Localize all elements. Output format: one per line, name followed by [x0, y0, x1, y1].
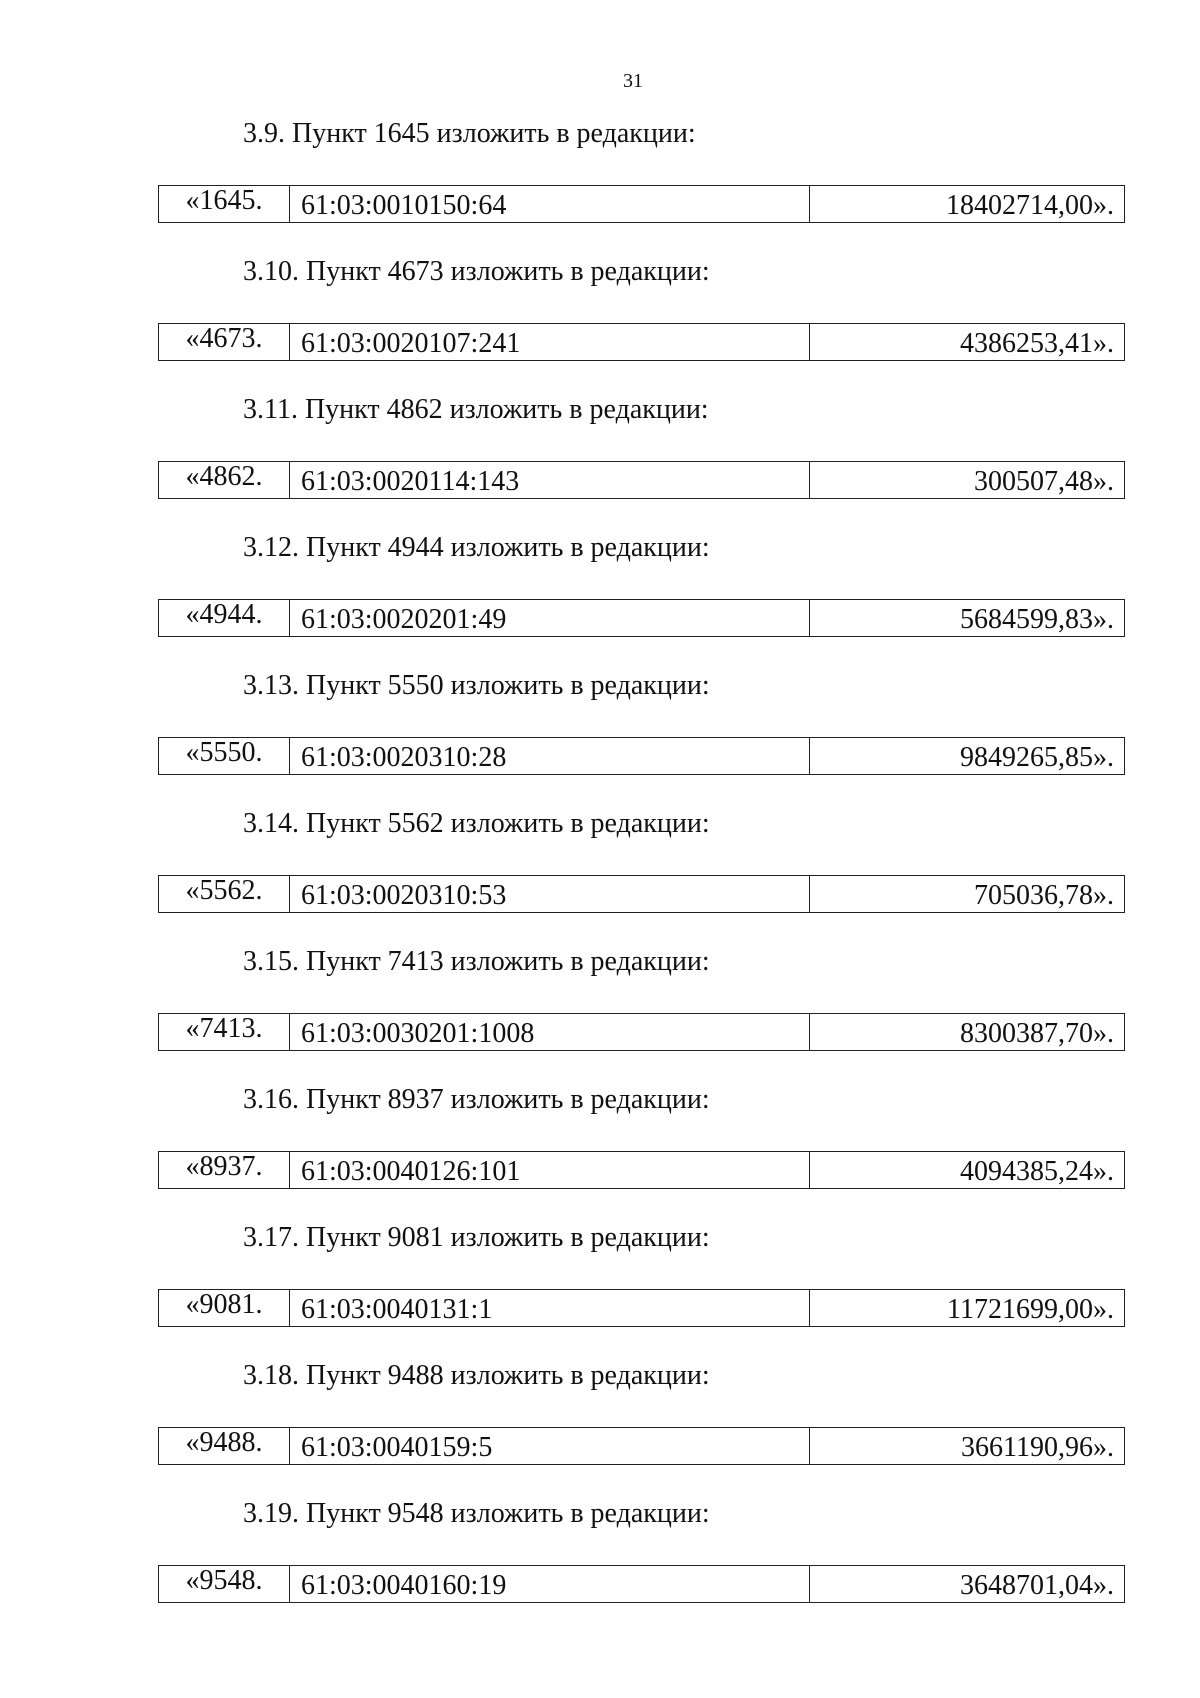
- clause-heading: 3.18. Пункт 9488 изложить в редакции:: [243, 1360, 710, 1391]
- amendment-table: [158, 1013, 1125, 1051]
- clause-heading: 3.17. Пункт 9081 изложить в редакции:: [243, 1222, 710, 1253]
- table-row: [159, 1566, 1125, 1603]
- cadastral-value: 3661190,96».: [810, 1428, 1125, 1465]
- table-row: [159, 1014, 1125, 1051]
- cadastral-number: 61:03:0040131:1: [290, 1290, 810, 1327]
- amendment-table: [158, 1151, 1125, 1189]
- item-number: «9548.: [159, 1566, 290, 1603]
- cadastral-number: 61:03:0030201:1008: [290, 1014, 810, 1051]
- table-row: [159, 1152, 1125, 1189]
- clause-heading: 3.10. Пункт 4673 изложить в редакции:: [243, 256, 710, 287]
- clause-heading: 3.14. Пункт 5562 изложить в редакции:: [243, 808, 710, 839]
- cadastral-value: 705036,78».: [810, 876, 1125, 913]
- table-row: [159, 876, 1125, 913]
- item-number: «9488.: [159, 1428, 290, 1465]
- item-number: «1645.: [159, 186, 290, 223]
- cadastral-value: 5684599,83».: [810, 600, 1125, 637]
- table-row: [159, 324, 1125, 361]
- cadastral-number: 61:03:0040126:101: [290, 1152, 810, 1189]
- cadastral-value: 11721699,00».: [810, 1290, 1125, 1327]
- amendment-table: [158, 323, 1125, 361]
- table-row: [159, 1428, 1125, 1465]
- cadastral-number: 61:03:0040160:19: [290, 1566, 810, 1603]
- amendment-table: [158, 185, 1125, 223]
- clause-heading: 3.15. Пункт 7413 изложить в редакции:: [243, 946, 710, 977]
- clause-heading: 3.9. Пункт 1645 изложить в редакции:: [243, 118, 696, 149]
- cadastral-value: 3648701,04».: [810, 1566, 1125, 1603]
- cadastral-value: 9849265,85».: [810, 738, 1125, 775]
- cadastral-value: 300507,48».: [810, 462, 1125, 499]
- item-number: «4862.: [159, 462, 290, 499]
- clause-heading: 3.16. Пункт 8937 изложить в редакции:: [243, 1084, 710, 1115]
- amendment-table: [158, 599, 1125, 637]
- cadastral-number: 61:03:0020310:53: [290, 876, 810, 913]
- table-row: [159, 186, 1125, 223]
- item-number: «4944.: [159, 600, 290, 637]
- amendment-table: [158, 737, 1125, 775]
- cadastral-number: 61:03:0020310:28: [290, 738, 810, 775]
- item-number: «7413.: [159, 1014, 290, 1051]
- amendment-table: [158, 875, 1125, 913]
- item-number: «9081.: [159, 1290, 290, 1327]
- amendment-table: [158, 1427, 1125, 1465]
- item-number: «5550.: [159, 738, 290, 775]
- table-row: [159, 600, 1125, 637]
- table-row: [159, 738, 1125, 775]
- item-number: «8937.: [159, 1152, 290, 1189]
- cadastral-value: 4094385,24».: [810, 1152, 1125, 1189]
- amendment-table: [158, 461, 1125, 499]
- table-row: [159, 462, 1125, 499]
- cadastral-value: 4386253,41».: [810, 324, 1125, 361]
- cadastral-value: 8300387,70».: [810, 1014, 1125, 1051]
- amendment-table: [158, 1289, 1125, 1327]
- cadastral-number: 61:03:0020201:49: [290, 600, 810, 637]
- cadastral-value: 18402714,00».: [810, 186, 1125, 223]
- amendment-table: [158, 1565, 1125, 1603]
- page-number: 31: [623, 70, 643, 92]
- cadastral-number: 61:03:0020114:143: [290, 462, 810, 499]
- clause-heading: 3.19. Пункт 9548 изложить в редакции:: [243, 1498, 710, 1529]
- cadastral-number: 61:03:0020107:241: [290, 324, 810, 361]
- clause-heading: 3.12. Пункт 4944 изложить в редакции:: [243, 532, 710, 563]
- clause-heading: 3.13. Пункт 5550 изложить в редакции:: [243, 670, 710, 701]
- item-number: «4673.: [159, 324, 290, 361]
- table-row: [159, 1290, 1125, 1327]
- item-number: «5562.: [159, 876, 290, 913]
- cadastral-number: 61:03:0040159:5: [290, 1428, 810, 1465]
- cadastral-number: 61:03:0010150:64: [290, 186, 810, 223]
- clause-heading: 3.11. Пункт 4862 изложить в редакции:: [243, 394, 709, 425]
